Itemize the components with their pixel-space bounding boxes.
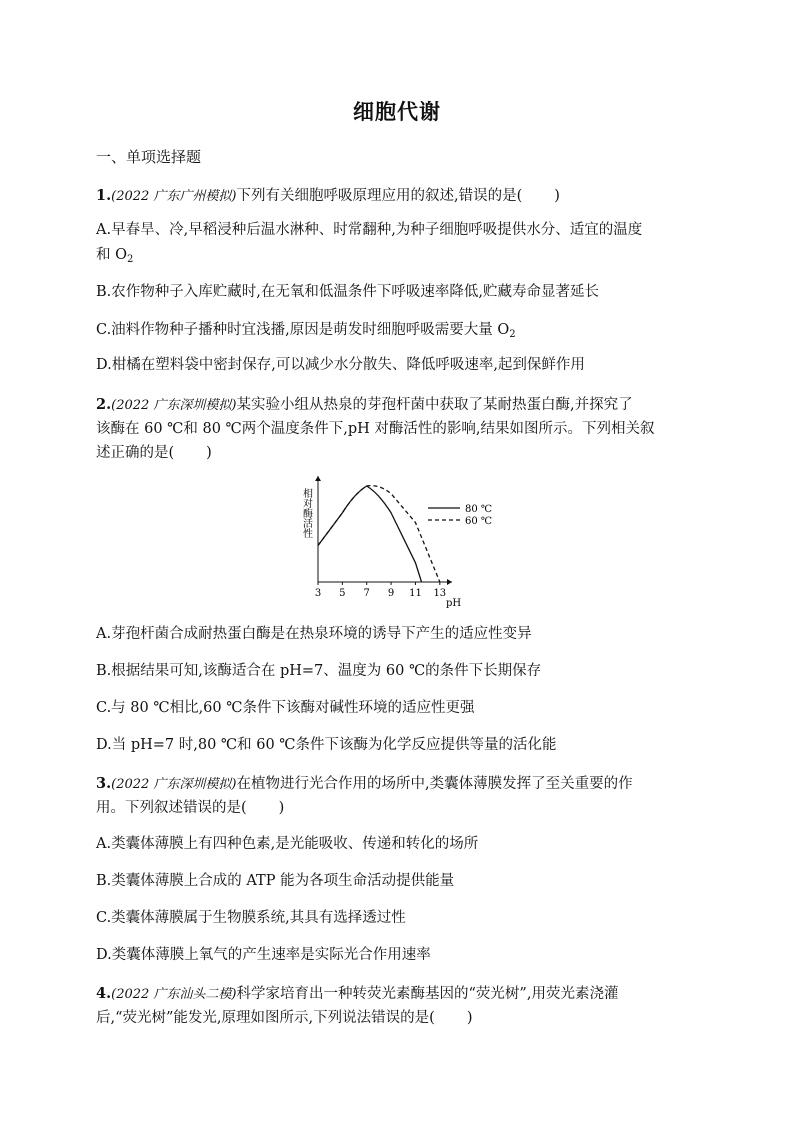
question-2-option-a: A.芽孢杆菌合成耐热蛋白酶是在热泉环境的诱导下产生的适应性变异 xyxy=(96,626,532,642)
x-axis-label: pH xyxy=(446,598,462,609)
question-text: 述正确的是( xyxy=(96,445,175,461)
question-4-stem-line1 xyxy=(96,980,700,1008)
question-3-option-c: C.类囊体薄膜属于生物膜系统,其具有选择透过性 xyxy=(96,910,406,926)
x-tick-label: 3 xyxy=(314,588,322,599)
question-number: 2. xyxy=(96,396,112,413)
question-number: 1. xyxy=(96,187,112,204)
enzyme-activity-chart xyxy=(290,470,510,620)
question-text: 用。下列叙述错误的是( xyxy=(96,800,247,816)
option-text: C.油料作物种子播种时宜浅播,原因是萌发时细胞呼吸需要大量 O xyxy=(96,322,510,338)
answer-bracket-close: ) xyxy=(206,445,212,461)
question-source: (2022 广东深圳模拟) xyxy=(111,398,237,413)
question-1-option-a-line2 xyxy=(96,242,700,269)
question-text: 后,“荧光树”能发光,原理如图所示,下列说法错误的是( xyxy=(96,1010,435,1026)
subscript: 2 xyxy=(127,254,134,265)
answer-bracket-close: ) xyxy=(554,188,560,204)
y-axis-arrow xyxy=(315,476,321,481)
page-title: 细胞代谢 xyxy=(353,100,441,124)
question-2-stem-line1 xyxy=(96,391,700,419)
question-1-stem xyxy=(96,182,700,210)
series-line-60c xyxy=(318,486,440,582)
question-4-stem-line2 xyxy=(96,1005,700,1032)
question-source: (2022 广东广州模拟) xyxy=(111,189,237,204)
question-1-option-b: B.农作物种子入库贮藏时,在无氧和低温条件下呼吸速率降低,贮藏寿命显著延长 xyxy=(96,284,599,300)
series-line-80c xyxy=(318,486,422,582)
question-3-option-a: A.类囊体薄膜上有四种色素,是光能吸收、传递和转化的场所 xyxy=(96,836,479,852)
section-heading: 一、单项选择题 xyxy=(96,148,202,166)
question-number: 3. xyxy=(96,775,112,792)
question-number: 4. xyxy=(96,985,112,1002)
question-2-stem-line2: 该酶在 60 ℃和 80 ℃两个温度条件下,pH 对酶活性的影响,结果如图所示。下列相关叙 xyxy=(96,421,655,437)
question-text: 某实验小组从热泉的芽孢杆菌中获取了某耐热蛋白酶,并探究了 xyxy=(236,397,633,413)
question-1-option-c xyxy=(96,317,700,344)
legend-label: 60 ℃ xyxy=(465,516,493,527)
question-text: 在植物进行光合作用的场所中,类囊体薄膜发挥了至关重要的作 xyxy=(236,776,633,792)
question-2-option-c: C.与 80 ℃相比,60 ℃条件下该酶对碱性环境的适应性更强 xyxy=(96,700,475,716)
question-1-option-d: D.柑橘在塑料袋中密封保存,可以减少水分散失、降低呼吸速率,起到保鲜作用 xyxy=(96,357,585,373)
legend-label: 80 ℃ xyxy=(465,504,493,515)
question-3-option-d: D.类囊体薄膜上氧气的产生速率是实际光合作用速率 xyxy=(96,947,431,963)
x-axis-arrow xyxy=(447,579,452,585)
option-text: 和 O xyxy=(96,247,127,263)
question-text: 科学家培育出一种转荧光素酶基因的“荧光树”,用荧光素浇灌 xyxy=(236,986,619,1002)
question-2-option-d: D.当 pH=7 时,80 ℃和 60 ℃条件下该酶为化学反应提供等量的活化能 xyxy=(96,737,557,753)
subscript: 2 xyxy=(509,329,516,340)
question-3-option-b: B.类囊体薄膜上合成的 ATP 能为各项生命活动提供能量 xyxy=(96,873,455,889)
y-axis-label: 相对酶活性 xyxy=(300,488,312,538)
question-1-option-a-line1: A.早春旱、冷,早稻浸种后温水淋种、时常翻种,为种子细胞呼吸提供水分、适宜的温度 xyxy=(96,222,643,238)
question-3-stem-line2 xyxy=(96,795,700,822)
x-tick-label: 11 xyxy=(409,588,422,599)
x-tick-label: 9 xyxy=(387,588,395,599)
x-tick-label: 7 xyxy=(363,588,370,599)
question-2-option-b: B.根据结果可知,该酶适合在 pH=7、温度为 60 ℃的条件下长期保存 xyxy=(96,663,542,679)
question-source: (2022 广东深圳模拟) xyxy=(111,777,237,792)
question-source: (2022 广东汕头二模) xyxy=(111,987,237,1002)
x-tick-label: 5 xyxy=(339,588,346,599)
answer-bracket-close: ) xyxy=(466,1010,473,1026)
x-tick-label: 13 xyxy=(433,588,447,599)
question-text: 下列有关细胞呼吸原理应用的叙述,错误的是( xyxy=(236,188,523,204)
answer-bracket-close: ) xyxy=(278,800,285,816)
question-2-stem-line3 xyxy=(96,440,700,467)
question-3-stem-line1 xyxy=(96,770,700,798)
